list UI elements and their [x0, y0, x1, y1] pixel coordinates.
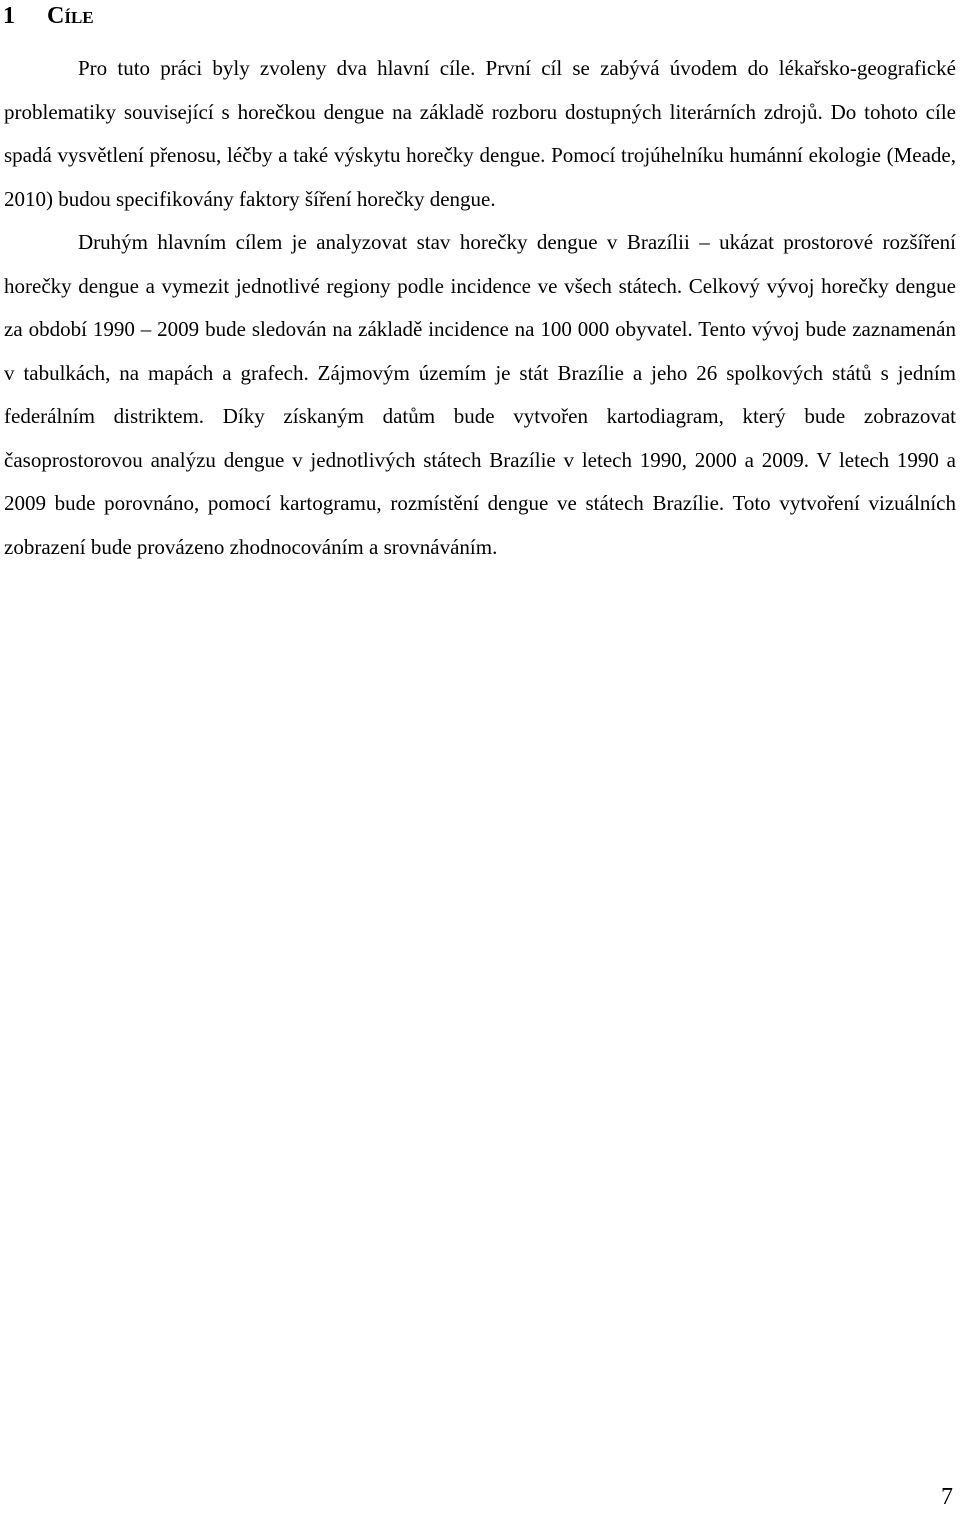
paragraph-goal-2: Druhým hlavním cílem je analyzovat stav horečky dengue v Brazílii – ukázat prostorové rozšíření horečky dengue a vymezit jednotlivé regiony podle incidence ve všech státech. Celkový vývoj horečky dengue za období 1990 – 2009 bude sledován na základě incidence na 100 000 obyvatel. Tento vývoj bude zaznamenán v tabulkách, na mapách a grafech. Zájmovým územím je stát Brazílie a jeho 26 spolkových států s jedním federálním distriktem. Díky získaným datům bude vytvořen kartodiagram, který bude zobrazovat časoprostorovou analýzu dengue v jednotlivých státech Brazílie v letech 1990, 2000 a 2009. V letech 1990 a 2009 bude porovnáno, pomocí kartogramu, rozmístění dengue ve státech Brazílie. Toto vytvoření vizuálních zobrazení bude provázeno zhodnocováním a srovnáváním. [4, 230, 956, 559]
chapter-heading [3, 2, 94, 30]
paragraph-goal-1: Pro tuto práci byly zvoleny dva hlavní cíle. První cíl se zabývá úvodem do lékařsko-geografické problematiky související s horečkou dengue na základě rozboru dostupných literárních zdrojů. Do tohoto cíle spadá vysvětlení přenosu, léčby a také výskytu horečky dengue. Pomocí trojúhelníku humánní ekologie (Meade, 2010) budou specifikovány faktory šíření horečky dengue. [4, 56, 956, 211]
chapter-number: 1 [3, 3, 15, 29]
chapter-body [4, 47, 956, 569]
chapter-title: Cíle [47, 3, 94, 29]
page-number: 7 [941, 1484, 953, 1510]
